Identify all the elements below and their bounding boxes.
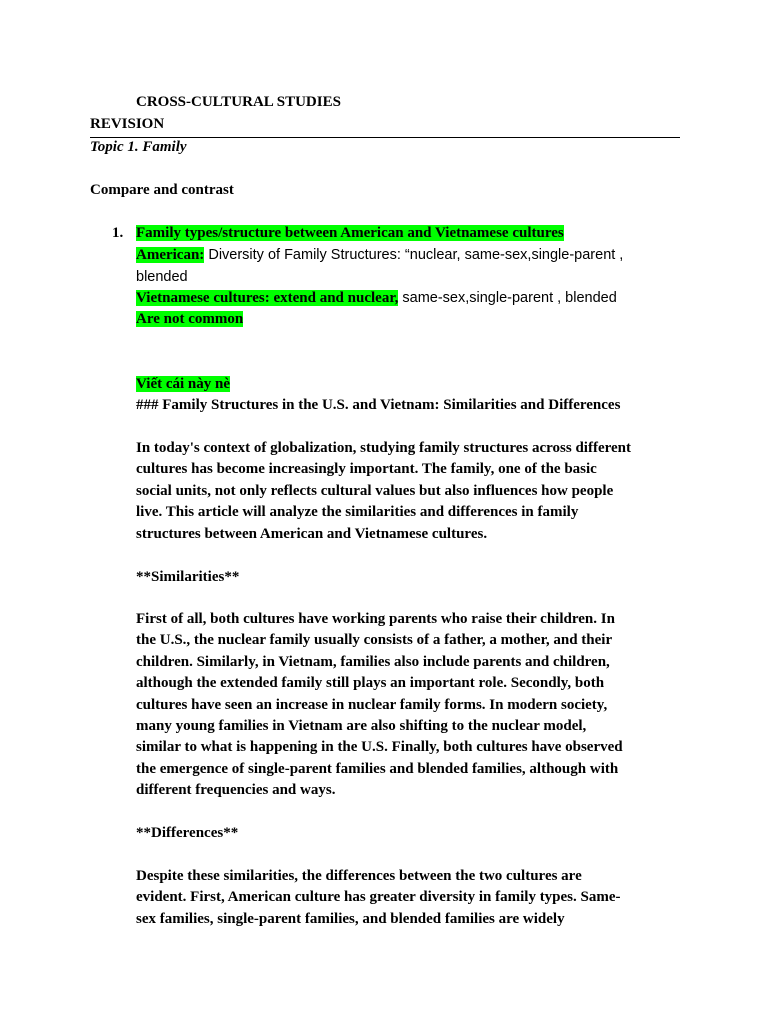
intro-line: cultures has become increasingly important. The family, one of the basic: [136, 461, 597, 477]
similarities-line: First of all, both cultures have working parents who raise their children. In: [136, 611, 615, 627]
american-line: [136, 245, 623, 265]
vietnamese-label: Vietnamese cultures: extend and nuclear,: [136, 290, 399, 306]
revision-heading: REVISION: [90, 116, 165, 132]
intro-line: In today's context of globalization, studying family structures across different: [136, 440, 631, 456]
list-number: 1.: [112, 225, 124, 241]
note-line: [136, 374, 230, 394]
intro-line: structures between American and Vietnamese cultures.: [136, 526, 488, 542]
list-item-title: [136, 223, 564, 243]
item-title-highlight: Family types/structure between American and Vietnamese cultures: [136, 225, 564, 241]
intro-line: live. This article will analyze the similarities and differences in family: [136, 504, 579, 520]
essay-title: ### Family Structures in the U.S. and Vietnam: Similarities and Differences: [136, 397, 621, 413]
not-common-highlight: Are not common: [136, 311, 244, 327]
vietnamese-line: [136, 288, 617, 308]
american-text: Diversity of Family Structures: “nuclear, same-sex,single-parent ,: [204, 247, 624, 263]
similarities-line: different frequencies and ways.: [136, 782, 336, 798]
differences-line: Despite these similarities, the differences between the two cultures are: [136, 868, 582, 884]
vietnamese-text: same-sex,single-parent , blended: [398, 290, 617, 306]
similarities-heading: **Similarities**: [136, 569, 240, 585]
similarities-line: the U.S., the nuclear family usually consists of a father, a mother, and their: [136, 632, 613, 648]
intro-line: social units, not only reflects cultural values but also influences how people: [136, 483, 614, 499]
section-heading: Compare and contrast: [90, 182, 234, 198]
topic-title: Topic 1. Family: [90, 139, 187, 155]
course-title: CROSS-CULTURAL STUDIES: [136, 94, 341, 110]
similarities-line: many young families in Vietnam are also shifting to the nuclear model,: [136, 718, 587, 734]
differences-line: sex families, single-parent families, and blended families are widely: [136, 911, 565, 927]
similarities-line: cultures have seen an increase in nuclear family forms. In modern society,: [136, 697, 608, 713]
similarities-line: the emergence of single-parent families and blended families, although with: [136, 761, 619, 777]
similarities-line: children. Similarly, in Vietnam, families also include parents and children,: [136, 654, 610, 670]
american-label: American:: [136, 247, 205, 263]
similarities-line: similar to what is happening in the U.S. Finally, both cultures have observed: [136, 739, 623, 755]
differences-line: evident. First, American culture has greater diversity in family types. Same-: [136, 889, 621, 905]
not-common-line: [136, 309, 243, 329]
differences-heading: **Differences**: [136, 825, 239, 841]
note-highlight: Viết cái này nè: [136, 376, 231, 392]
american-text-cont: blended: [136, 269, 188, 285]
similarities-line: although the extended family still plays an important role. Secondly, both: [136, 675, 605, 691]
